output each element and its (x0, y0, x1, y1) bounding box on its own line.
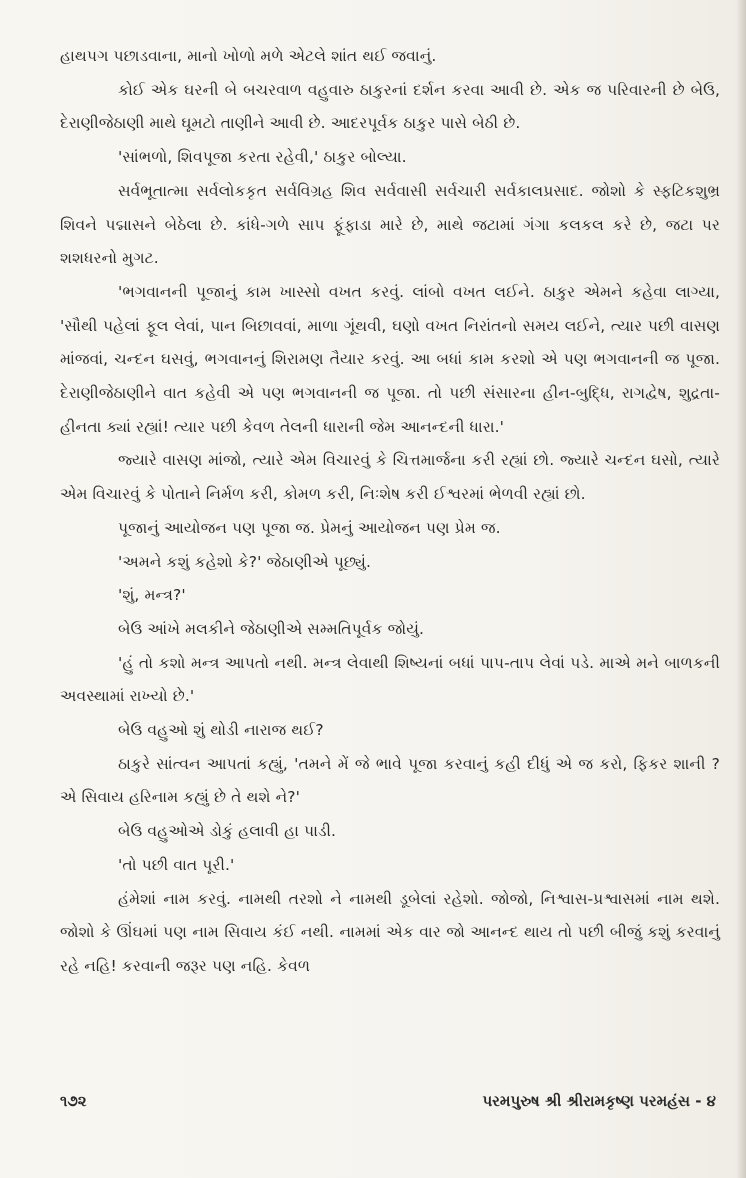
paragraph-6: જ્યારે વાસણ માંજો, ત્યારે એમ વિચારવું કે ચિત્તમાર્જના કરી રહ્યાં છો. જ્યારે ચન્દન ઘસો, ત્યારે એમ વિચારવું કે પોતાને નિર્મળ કરી, કોમળ કરી, નિઃશેષ કરી ઈશ્વરમાં ભેળવી રહ્યાં છો. (60, 451, 720, 504)
paragraph-8: 'અમને કશું કહેશો કે?' જેઠાણીએ પૂછ્યું. (118, 552, 371, 571)
page-edge-shadow (736, 0, 746, 1178)
paragraph-7: પૂજાનું આયોજન પણ પૂજા જ. પ્રેમનું આયોજન પણ પ્રેમ જ. (118, 518, 501, 537)
page-number: ૧૭૨ (60, 1092, 87, 1110)
paragraph-15: 'તો પછી વાત પૂરી.' (118, 855, 235, 874)
paragraph-4: સર્વભૂતાત્મા સર્વલોકકૃત સર્વવિગ્રહ શિવ સર્વવાસી સર્વચારી સર્વકાલપ્રસાદ. જોશો કે સ્ફટિકશુભ્ર શિવને પદ્માસને બેઠેલા છે. કાંધે-ગળે સાપ ફૂંફાડા મારે છે, માથે જટામાં ગંગા કલકલ કરે છે, જટા પર શશધરનો મુગટ. (60, 181, 720, 268)
paragraph-12: બેઉ વહુઓ શું થોડી નારાજ થઈ? (118, 721, 324, 740)
paragraph-2: કોઈ એક ઘરની બે બચરવાળ વહુવારુ ઠાકુરનાં દર્શન કરવા આવી છે. એક જ પરિવારની છે બેઉ, દેરાણીજેઠાણી માથે ઘૂમટો તાણીને આવી છે. આદરપૂર્વક ઠાકુર પાસે બેઠી છે. (60, 80, 720, 133)
paragraph-10: બેઉ આંખે મલકીને જેઠાણીએ સમ્મતિપૂર્વક જોયું. (118, 619, 425, 638)
page-footer (60, 1092, 716, 1116)
body-text (60, 40, 720, 984)
paragraph-14: બેઉ વહુઓએ ડોકું હલાવી હા પાડી. (118, 822, 337, 841)
paragraph-1: હાથપગ પછાડવાના, માનો ખોળો મળે એટલે શાંત થઈ જવાનું. (60, 47, 437, 65)
paragraph-13: ઠાકુરે સાંત્વન આપતાં કહ્યું, 'તમને મેં જે ભાવે પૂજા કરવાનું કહી દીધું એ જ કરો, ફિકર શાની ? એ સિવાય હરિનામ કહ્યું છે તે થશે ને?' (60, 754, 720, 807)
paragraph-16: હંમેશાં નામ કરવું. નામથી તરશો ને નામથી ડૂબેલાં રહેશો. જોજો, નિશ્વાસ-પ્રશ્વાસમાં નામ થશે. જોશો કે ઊંઘમાં પણ નામ સિવાય કંઈ નથી. નામમાં એક વાર જો આનન્દ થાય તો પછી બીજું કશું કરવાનું રહે નહિ! કરવાની જરૂર પણ નહિ. કેવળ (60, 889, 720, 975)
paragraph-11: 'હું તો કશો મન્ત્ર આપતો નથી. મન્ત્ર લેવાથી શિષ્યનાં બધાં પાપ-તાપ લેવાં પડે. માએ મને બાળકની અવસ્થામાં રાખ્યો છે.' (60, 653, 720, 706)
paragraph-9: 'શું, મન્ત્ર?' (118, 586, 186, 605)
running-title: પરમપુરુષ શ્રી શ્રીરામકૃષ્ણ પરમહંસ - ૪ (482, 1092, 716, 1110)
paragraph-5: 'ભગવાનની પૂજાનું કામ ખાસ્સો વખત કરવું. લાંબો વખત લઈને. ઠાકુર એમને કહેવા લાગ્યા, 'સૌથી પહેલાં ફૂલ લેવાં, પાન બિછાવવાં, માળા ગૂંથવી, ઘણો વખત નિરાંતનો સમય લઈને, ત્યાર પછી વાસણ માંજવાં, ચન્દન ઘસવું, ભગવાનનું શિરામણ તૈયાર કરવું. આ બધાં કામ કરશો એ પણ ભગવાનની જ પૂજા. દેરાણીજેઠાણીને વાત કહેવી એ પણ ભગવાનની જ પૂજા. તો પછી સંસારના હીન-બુદ્ધિ, રાગદ્વેષ, શુદ્રતા-હીનતા ક્યાં રહ્યાં! ત્યાર પછી કેવળ તેલની ધારાની જેમ આનન્દની ધારા.' (60, 282, 720, 436)
paragraph-3: 'સાંભળો, શિવપૂજા કરતા રહેવી,' ઠાકુર બોલ્યા. (118, 148, 407, 167)
